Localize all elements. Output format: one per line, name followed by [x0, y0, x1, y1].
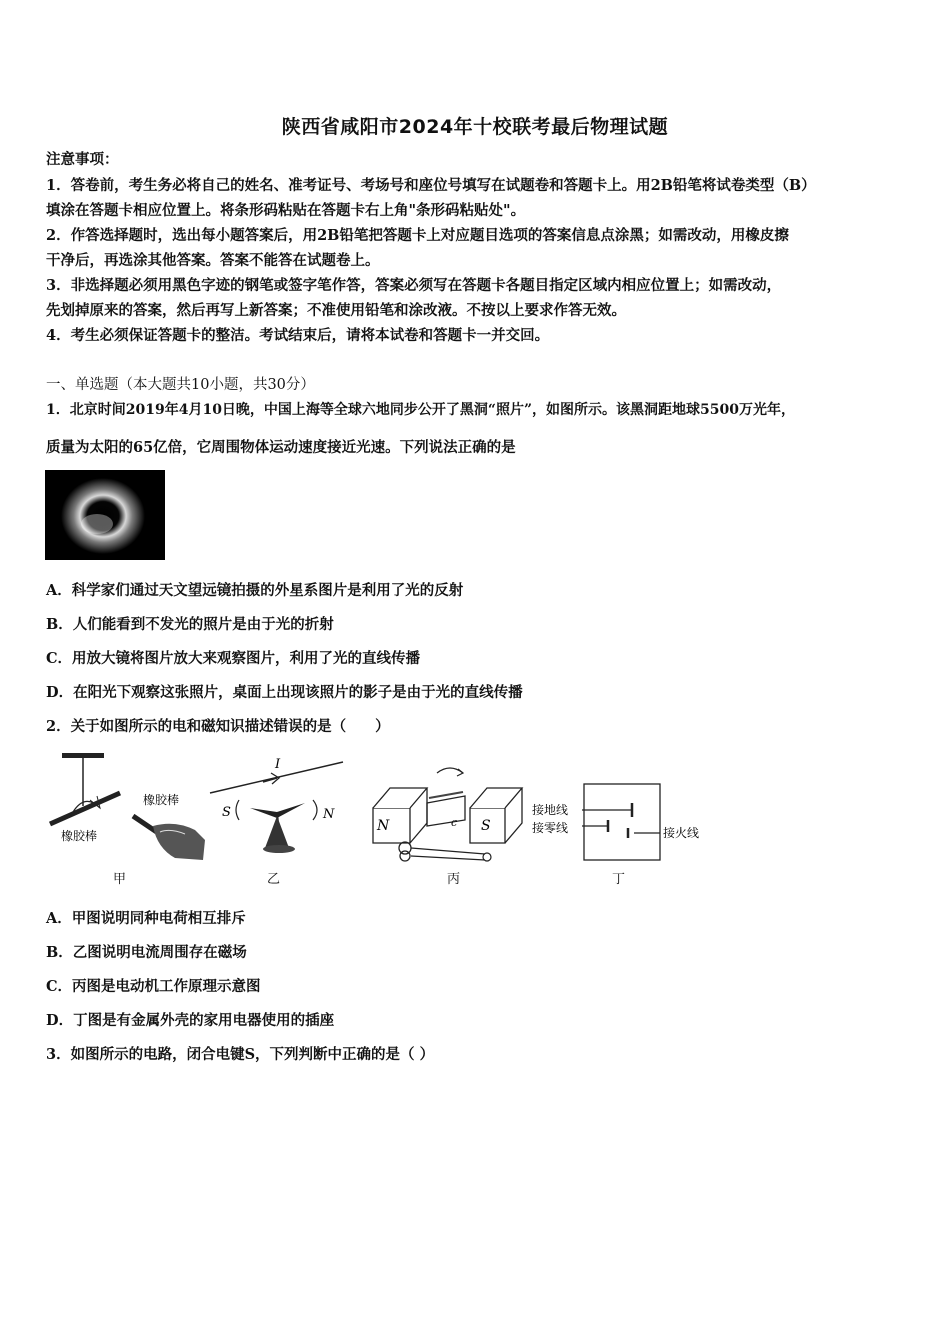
q1-stem-line1: 1．北京时间2019年4月10日晚，中国上海等全球六地同步公开了黑洞“照片”，如图所示。该黑洞距地球5500万光年，: [46, 402, 795, 418]
q1-option-a[interactable]: A．科学家们通过天文望远镜拍摄的外星系图片是利用了光的反射: [46, 582, 464, 599]
bing-c: c: [451, 816, 458, 829]
q3-stem: 3．如图所示的电路，闭合电键S，下列判断中正确的是（ ）: [46, 1046, 435, 1063]
caption-jia: 甲: [113, 872, 127, 887]
notice-line: 干净后，再选涂其他答案。答案不能答在试题卷上。: [46, 252, 380, 269]
notice-line: 4．考生必须保证答题卡的整洁。考试结束后，请将本试卷和答题卡一并交回。: [46, 327, 550, 344]
q1-option-b[interactable]: B．人们能看到不发光的照片是由于光的折射: [46, 616, 334, 633]
notice-line: 1．答卷前，考生务必将自己的姓名、准考证号、考场号和座位号填写在试题卷和答题卡上。用2B铅笔将试卷类型（B）: [46, 177, 816, 194]
figure-yi: [205, 748, 355, 863]
notice-heading: 注意事项：: [46, 151, 119, 168]
section-heading: 一、单选题（本大题共10小题，共30分）: [46, 377, 315, 393]
q2-option-d[interactable]: D．丁图是有金属外壳的家用电器使用的插座: [46, 1012, 335, 1029]
yi-current: I: [275, 757, 281, 772]
ding-neutral: 接零线: [532, 821, 569, 835]
yi-north: N: [323, 807, 335, 822]
notice-line: 填涂在答题卡相应位置上。将条形码粘贴在答题卡右上角"条形码粘贴处"。: [46, 202, 526, 219]
q2-figures: [45, 748, 715, 888]
yi-south: S: [222, 805, 231, 820]
notice-line: 2．作答选择题时，选出每小题答案后，用2B铅笔把答题卡上对应题目选项的答案信息点涂黑；如需改动，用橡皮擦: [46, 227, 789, 244]
bing-south: S: [481, 818, 491, 834]
black-hole-photo: [45, 470, 165, 560]
notice-line: 3．非选择题必须用黑色字迹的钢笔或签字笔作答，答案必须写在答题卡各题目指定区域内相应位置上；如需改动，: [46, 277, 782, 294]
bing-north: N: [377, 818, 390, 834]
jia-label-bottom: 橡胶棒: [61, 829, 98, 843]
ding-ground: 接地线: [532, 803, 569, 817]
caption-bing: 丙: [447, 872, 461, 887]
notice-line: 先划掉原来的答案，然后再写上新答案；不准使用铅笔和涂改液。不按以上要求作答无效。: [46, 302, 626, 319]
q1-option-d[interactable]: D．在阳光下观察这张照片，桌面上出现该照片的影子是由于光的直线传播: [46, 684, 523, 701]
caption-yi: 乙: [267, 872, 281, 887]
q2-option-a[interactable]: A．甲图说明同种电荷相互排斥: [46, 910, 246, 927]
caption-ding: 丁: [612, 872, 626, 887]
ding-live: 接火线: [663, 826, 700, 840]
figure-ding: [530, 748, 715, 863]
figure-jia: [45, 748, 215, 863]
figure-bing: [365, 748, 525, 863]
q2-option-c[interactable]: C．丙图是电动机工作原理示意图: [46, 978, 261, 995]
q2-stem: 2．关于如图所示的电和磁知识描述错误的是（ ）: [46, 718, 390, 735]
q1-stem-line2: 质量为太阳的65亿倍，它周围物体运动速度接近光速。下列说法正确的是: [46, 439, 516, 456]
q1-option-c[interactable]: C．用放大镜将图片放大来观察图片，利用了光的直线传播: [46, 650, 421, 667]
jia-label-top: 橡胶棒: [143, 793, 180, 807]
q2-option-b[interactable]: B．乙图说明电流周围存在磁场: [46, 944, 247, 961]
page-title: 陕西省咸阳市2024年十校联考最后物理试题: [281, 116, 669, 138]
